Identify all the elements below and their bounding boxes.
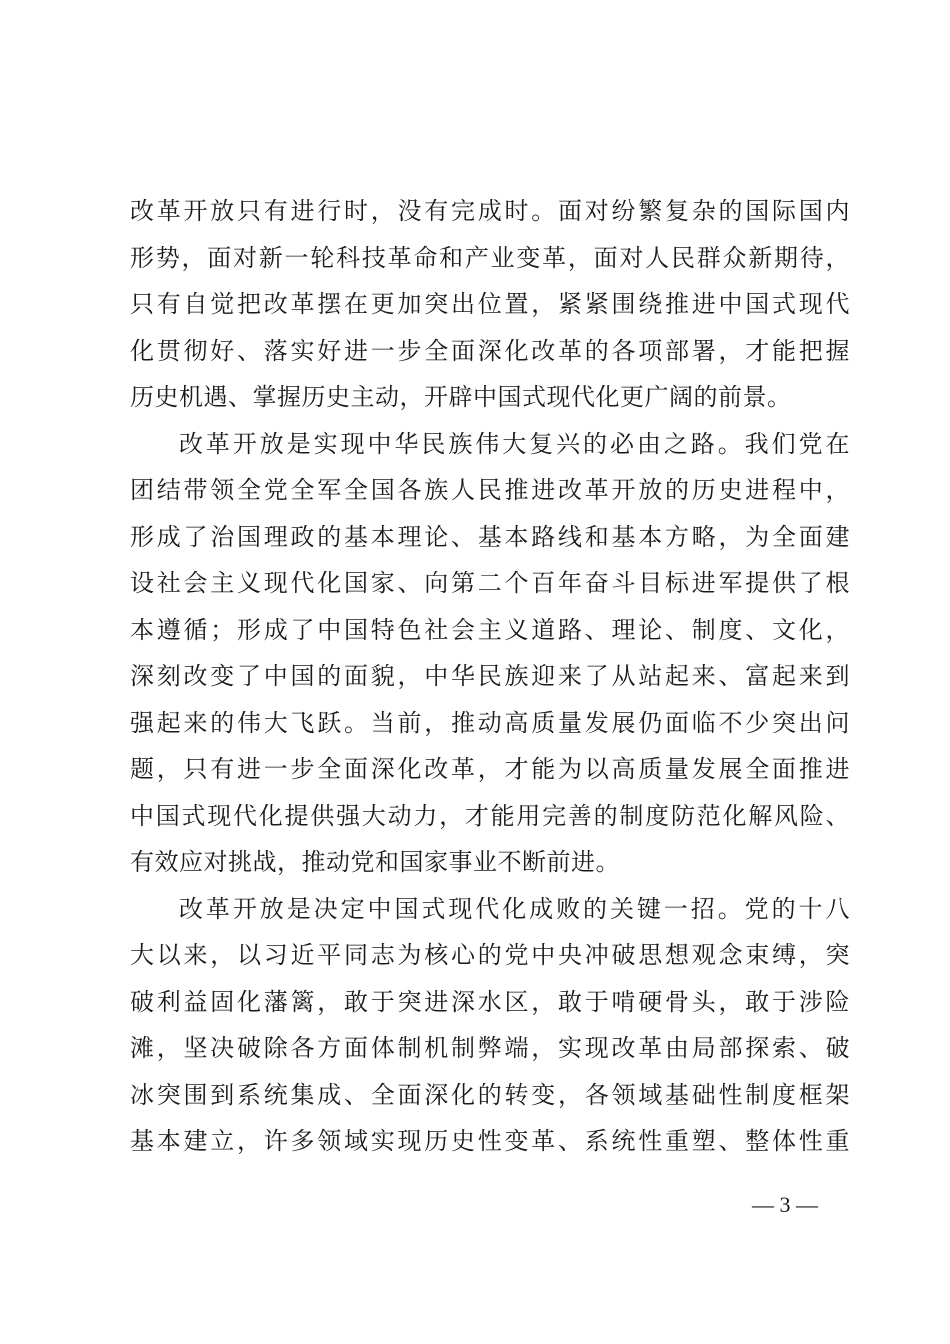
paragraph-1-line-2: 形势，面对新一轮科技革命和产业变革，面对人民群众新期待， [130, 243, 850, 272]
paragraph-2-line-10: 有效应对挑战，推动党和国家事业不断前进。 [130, 848, 620, 876]
paragraph-2-line-9: 中国式现代化提供强大动力，才能用完善的制度防范化解风险、 [130, 801, 850, 830]
page-number: — 3 — [752, 1192, 818, 1217]
paragraph-1-line-4: 化贯彻好、落实好进一步全面深化改革的各项部署，才能把握 [130, 336, 850, 365]
paragraph-3-line-3: 破利益固化藩篱，敢于突进深水区，敢于啃硬骨头，敢于涉险 [130, 987, 850, 1016]
paragraph-2-line-2: 团结带领全党全军全国各族人民推进改革开放的历史进程中， [130, 476, 850, 504]
paragraph-2-line-5: 本遵循；形成了中国特色社会主义道路、理论、制度、文化， [130, 615, 850, 644]
paragraph-1-line-1: 改革开放只有进行时，没有完成时。面对纷繁复杂的国际国内 [130, 197, 850, 225]
paragraph-3-line-5: 冰突围到系统集成、全面深化的转变，各领域基础性制度框架 [130, 1080, 850, 1109]
paragraph-1-line-5: 历史机遇、掌握历史主动，开辟中国式现代化更广阔的前景。 [130, 383, 792, 411]
paragraph-2-line-7: 强起来的伟大飞跃。当前，推动高质量发展仍面临不少突出问 [130, 708, 850, 737]
paragraph-3-line-6: 基本建立，许多领域实现历史性变革、系统性重塑、整体性重 [130, 1127, 850, 1155]
paragraph-2-line-4: 设社会主义现代化国家、向第二个百年奋斗目标进军提供了根 [130, 569, 850, 597]
paragraph-3-line-1: 改革开放是决定中国式现代化成败的关键一招。党的十八 [179, 894, 850, 923]
paragraph-3-line-4: 滩，坚决破除各方面体制机制弊端，实现改革由局部探索、破 [130, 1034, 850, 1062]
paragraph-1-line-3: 只有自觉把改革摆在更加突出位置，紧紧围绕推进中国式现代 [130, 290, 850, 318]
paragraph-2-line-1: 改革开放是实现中华民族伟大复兴的必由之路。我们党在 [179, 429, 850, 458]
paragraph-2-line-8: 题，只有进一步全面深化改革，才能为以高质量发展全面推进 [130, 755, 850, 783]
body-text [130, 188, 850, 1165]
paragraph-2-line-3: 形成了治国理政的基本理论、基本路线和基本方略，为全面建 [130, 522, 850, 551]
paragraph-3-line-2: 大以来，以习近平同志为核心的党中央冲破思想观念束缚，突 [130, 941, 850, 969]
paragraph-2-line-6: 深刻改变了中国的面貌，中华民族迎来了从站起来、富起来到 [130, 662, 850, 690]
